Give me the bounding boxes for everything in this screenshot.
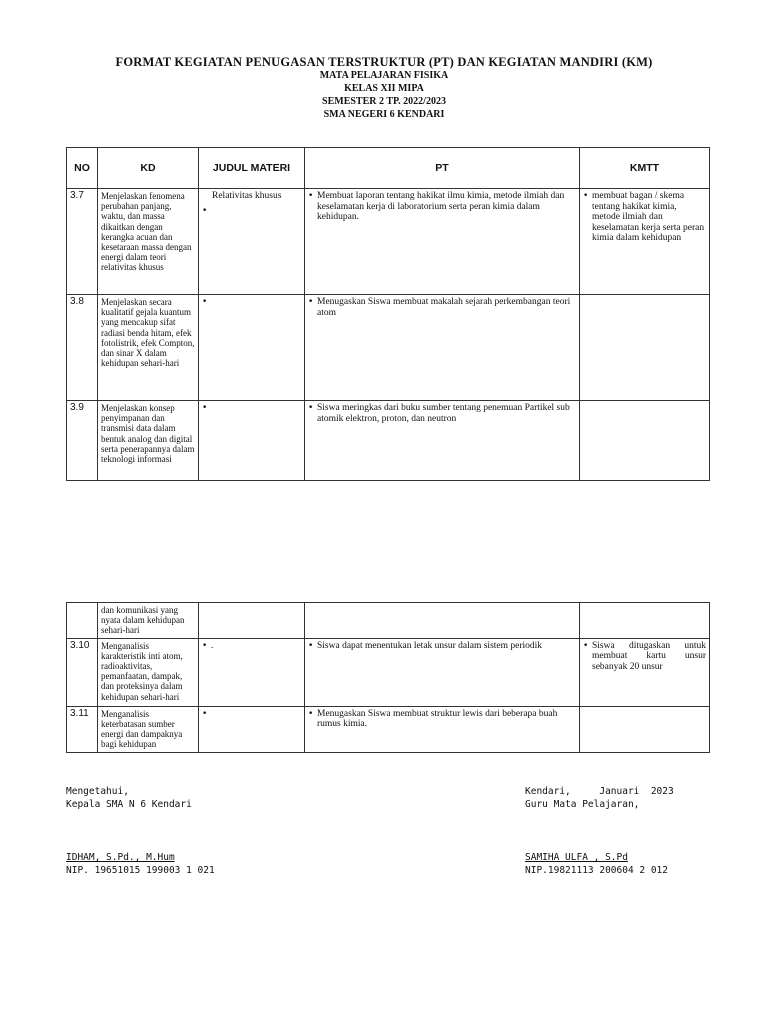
bullet-icon: • xyxy=(308,640,314,651)
row-kmtt xyxy=(580,706,710,752)
pt-text: Siswa dapat menentukan letak unsur dalam sistem periodik xyxy=(317,640,543,651)
row-materi xyxy=(199,706,305,752)
signature-right xyxy=(525,785,674,877)
row-kmtt xyxy=(580,401,710,481)
row-kd: Menjelaskan secara kualitatif gejala kuantum yang mencakup sifat radiasi benda hitam, efek fotolistrik, efek Compton, dan sinar X dalam kehidupan sehari-hari xyxy=(98,295,199,401)
row-pt xyxy=(305,401,580,481)
bullet-icon: • xyxy=(202,403,208,413)
principal-name: IDHAM, S.Pd., M.Hum xyxy=(66,852,175,863)
row-kd: Menganalisis keterbatasan sumber energi dan dampaknya bagi kehidupan xyxy=(98,706,199,752)
row-kd: Menjelaskan fenomena perubahan panjang, waktu, dan massa dikaitkan dengan kerangka acuan dan kesetaraan massa dengan energi dalam teori relativitas khusus xyxy=(98,189,199,295)
row-pt xyxy=(305,706,580,752)
row-kmtt xyxy=(580,295,710,401)
row-materi xyxy=(199,638,305,706)
school-line: SMA NEGERI 6 KENDARI xyxy=(323,109,445,120)
row-kd: Menjelaskan konsep penyimpanan dan transmisi data dalam bentuk analog dan digital serta penerapannya dalam teknologi informasi xyxy=(98,401,199,481)
table-row xyxy=(67,401,710,481)
table-row xyxy=(67,706,710,752)
table-row xyxy=(67,189,710,295)
bullet-icon: • xyxy=(308,191,314,201)
principal-nip: NIP. 19651015 199003 1 021 xyxy=(66,865,215,876)
row-kd: dan komunikasi yang nyata dalam kehidupan sehari-hari xyxy=(98,603,199,639)
pt-text: Menugaskan Siswa membuat struktur lewis dari beberapa buah rumus kimia. xyxy=(317,708,558,730)
bullet-icon: • xyxy=(308,297,314,307)
bullet-icon: • xyxy=(202,205,208,216)
col-header-materi: JUDUL MATERI xyxy=(199,148,305,189)
kmtt-text: membuat bagan / skema tentang hakikat kimia, metode ilmiah dan keselamatan kerja serta peran kimia dalam kehidupan xyxy=(592,191,705,244)
document-title: FORMAT KEGIATAN PENUGASAN TERSTRUKTUR (PT) DAN KEGIATAN MANDIRI (KM) xyxy=(115,55,653,69)
row-no: 3.7 xyxy=(67,189,98,295)
class-line: KELAS XII MIPA xyxy=(344,83,424,94)
subject-line: MATA PELAJARAN FISIKA xyxy=(319,70,449,81)
principal-title: Kepala SMA N 6 Kendari xyxy=(66,799,192,810)
semester-line: SEMESTER 2 TP. 2022/2023 xyxy=(322,96,446,107)
row-pt xyxy=(305,189,580,295)
table-row xyxy=(67,603,710,639)
col-header-pt: PT xyxy=(305,148,580,189)
pt-text: Membuat laporan tentang hakikat ilmu kimia, metode ilmiah dan keselamatan kerja di laboratorium serta peran kimia dalam kehidupan. xyxy=(317,191,565,223)
row-pt xyxy=(305,295,580,401)
kmtt-text: Siswa ditugaskan untuk membuat kartu unsur sebanyak 20 unsur xyxy=(592,640,706,672)
col-header-kd: KD xyxy=(98,148,199,189)
table-header-row xyxy=(67,148,710,189)
row-no: 3.10 xyxy=(67,638,98,706)
materi-text: Relativitas khusus xyxy=(212,191,282,201)
row-no: 3.11 xyxy=(67,706,98,752)
materi-bullet xyxy=(202,206,301,217)
row-no: 3.8 xyxy=(67,295,98,401)
row-pt xyxy=(305,638,580,706)
row-no xyxy=(67,603,98,639)
col-header-kmtt: KMTT xyxy=(580,148,710,189)
materi-text: . xyxy=(211,640,214,651)
col-header-no: NO xyxy=(67,148,98,189)
row-kd: Menganalisis karakteristik inti atom, radioaktivitas, pemanfaatan, dampak, dan proteksinya dalam kehidupan sehari-hari xyxy=(98,638,199,706)
row-pt xyxy=(305,603,580,639)
row-materi xyxy=(199,189,305,295)
bullet-icon: • xyxy=(202,297,208,307)
row-materi xyxy=(199,295,305,401)
assignment-table-continued xyxy=(66,602,710,753)
bullet-icon: • xyxy=(308,708,314,719)
table-row xyxy=(67,295,710,401)
bullet-icon: • xyxy=(583,191,589,201)
row-materi xyxy=(199,401,305,481)
teacher-title: Guru Mata Pelajaran, xyxy=(525,799,640,810)
bullet-icon: • xyxy=(202,640,208,651)
bullet-icon: • xyxy=(583,640,589,651)
table-row xyxy=(67,638,710,706)
signature-left xyxy=(66,785,215,877)
assignment-table xyxy=(66,147,710,481)
bullet-icon: • xyxy=(308,403,314,413)
teacher-nip: NIP.19821113 200604 2 012 xyxy=(525,865,668,876)
place-date: Kendari, Januari 2023 xyxy=(525,786,674,797)
document-header xyxy=(0,56,768,121)
pt-text: Siswa meringkas dari buku sumber tentang penemuan Partikel sub atomik elektron, proton, dan neutron xyxy=(317,403,570,424)
teacher-name: SAMIHA ULFA , S.Pd xyxy=(525,852,628,863)
pt-text: Menugaskan Siswa membuat makalah sejarah perkembangan teori atom xyxy=(317,297,571,318)
bullet-icon: • xyxy=(202,708,208,719)
row-no: 3.9 xyxy=(67,401,98,481)
acknowledged-label: Mengetahui, xyxy=(66,786,129,797)
row-kmtt xyxy=(580,603,710,639)
row-kmtt xyxy=(580,189,710,295)
row-kmtt xyxy=(580,638,710,706)
row-materi xyxy=(199,603,305,639)
